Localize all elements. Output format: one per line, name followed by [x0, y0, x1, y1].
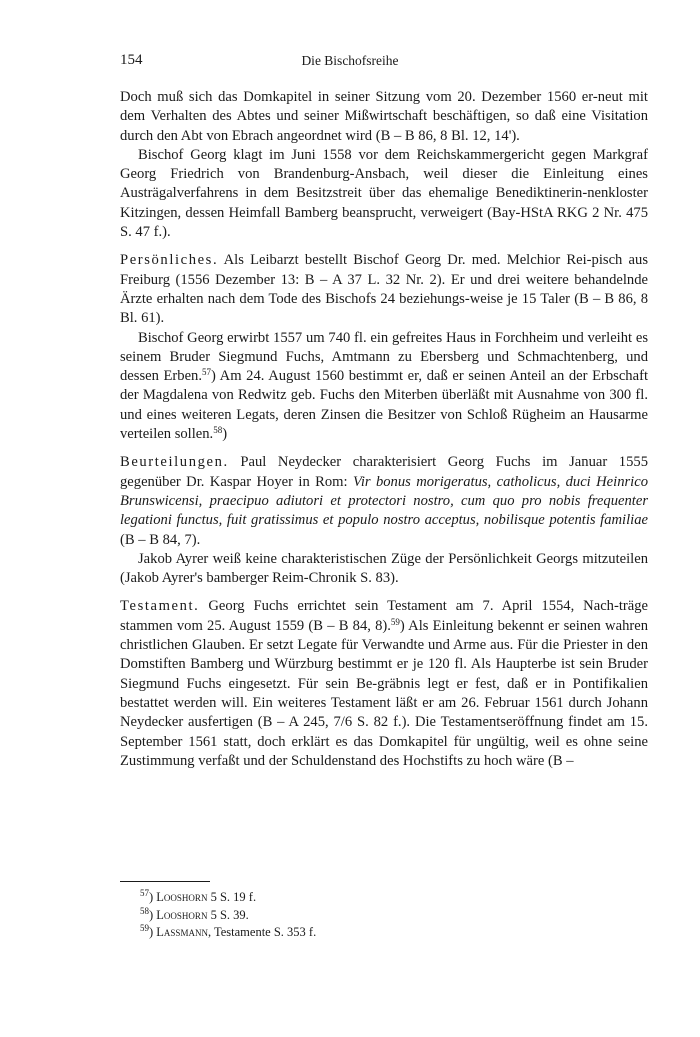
footnote: $^{58}$) Looshorn 5 S. 39.	[140, 905, 249, 922]
section-text: Georg Fuchs errichtet sein Testament am 7. April 1554, Nach-träge stammen vom 25. August 1559 (B – B 84, 8).	[120, 598, 648, 634]
footnote-ref: 59	[390, 616, 400, 627]
footnote: $^{57}$) Looshorn 5 S. 19 f.	[140, 888, 257, 904]
footnote-rule	[120, 881, 210, 882]
section-heading: Beurteilungen.	[120, 454, 229, 471]
running-title: Die Bischofsreihe	[301, 53, 399, 68]
footnote-ref-text: 5 S. 19 f.	[210, 890, 257, 904]
footnote: $^{59}$) Lassmann, Testamente S. 353 f.	[140, 923, 317, 939]
paragraph	[120, 329, 648, 445]
footnote-author: Looshorn	[156, 907, 208, 922]
footnotes	[140, 889, 316, 942]
section-heading: Testament.	[120, 598, 200, 615]
section-persoenliches	[120, 251, 648, 328]
footnote-author: Looshorn	[156, 890, 208, 904]
footnote-number: 58	[140, 905, 149, 916]
footnote-number: 59	[140, 923, 149, 933]
paragraph: Doch muß sich das Domkapitel in seiner Sitzung vom 20. Dezember 1560 er-neut mit dem Verhalten des Abtes und seiner Mißwirtschaft beschäftigen, so daß eine Visitation durch den Abt von Ebrach angeordnet wird (B – B 86, 8 Bl. 12, 14').	[120, 89, 648, 144]
body-text	[120, 88, 648, 771]
section-text: ) Als Einleitung bekennt er seinen wahren christlichen Glauben. Er setzt Legate für Verwandte und Arme aus. Für die Priester in den Domstiften Bamberg und Würzburg bestimmt er je 120 fl. Als Haupterbe ist sein Bruder Siegmund Fuchs eingesetzt. Für sein Be-gräbnis legt er fest, daß er in Pontifikalien bestattet werden will. Ein weiteres Testament läßt er am 26. Februar 1561 durch Johann Neydecker ausfertigen (B – A 245, 7/6 S. 82 f.). Die Testamentseröffnung findet am 15. September 1561 statt, doch erklärt es das Domkapitel für ungültig, weil es ohne seine Zustimmung verfaßt und der Schuldenstand des Hochstifts zu hoch wäre (B –	[120, 617, 648, 769]
section-testament	[120, 597, 648, 771]
footnote-ref-text: 5 S. 39.	[210, 907, 249, 922]
paragraph: Bischof Georg klagt im Juni 1558 vor dem Reichskammergericht gegen Markgraf Georg Friedrich von Brandenburg-Ansbach, weil dieser die Einleitung eines Austrägalverfahrens in dem Besitzstreit über das ehemalige Benediktinerin-nenkloster Kitzingen, dessen Heimfall Bamberg beansprucht, verweigert (Bay-HStA RKG 2 Nr. 475 S. 47 f.).	[120, 146, 648, 241]
section-text: (B – B 84, 7).	[120, 531, 201, 548]
section-text: Paul Neydecker charakterisiert Georg Fuchs im Januar 1555 gegenüber Dr. Kaspar Hoyer in Rom:	[120, 454, 648, 490]
footnote-number: 57	[140, 888, 149, 898]
footnote-ref-text: Testamente S. 353 f.	[213, 925, 317, 939]
footnote-ref: 57	[202, 367, 212, 378]
page-number: 154	[120, 52, 143, 68]
section-text: Als Leibarzt bestellt Bischof Georg Dr. med. Melchior Rei-pisch aus Freiburg (1556 Dezember 13: B – A 37 L. 32 Nr. 2). Er und drei weitere behandelnde Ärzte erhalten nach dem Tode des Bischofs 24 beziehungs-weise je 15 Taler (B – B 86, 8 Bl. 61).	[120, 252, 649, 327]
section-heading: Persönliches.	[120, 252, 219, 269]
paragraph: Jakob Ayrer weiß keine charakteristischen Züge der Persönlichkeit Georgs mitzuteilen (Jakob Ayrer's bamberger Reim-Chronik S. 83).	[120, 550, 648, 587]
section-beurteilungen	[120, 453, 648, 549]
latin-quote: Vir bonus morigeratus, catholicus, duci Heinrico Brunswicensi, praecipuo adiutori et protectori nostro, cum quo pro nobis frequenter legationi functus, fuit gratissimus et populo nostro acceptus, nobilisque potentis familiae	[120, 473, 649, 529]
footnote-ref: 58	[213, 425, 223, 436]
paragraph-text: )	[222, 426, 228, 443]
footnote-author: Lassmann	[156, 925, 208, 939]
running-header	[0, 52, 700, 72]
paragraph-text: ) Am 24. August 1560 bestimmt er, daß er seinen Anteil an der Erbschaft der Magdalena von Redwitz geb. Fuchs den Miterben überläßt mit Ausnahme von 300 fl. und eines weiteren Legats, deren Zinsen die Besitzer von Schloß Rügheim an Hausarme verteilen sollen.	[120, 368, 648, 443]
paragraph-text: Bischof Georg erwirbt 1557 um 740 fl. ein gefreites Haus in Forchheim und verleiht es seinem Bruder Siegmund Fuchs, Amtmann zu Ebersberg und Schmachtenberg, und dessen Erben.	[120, 329, 648, 385]
